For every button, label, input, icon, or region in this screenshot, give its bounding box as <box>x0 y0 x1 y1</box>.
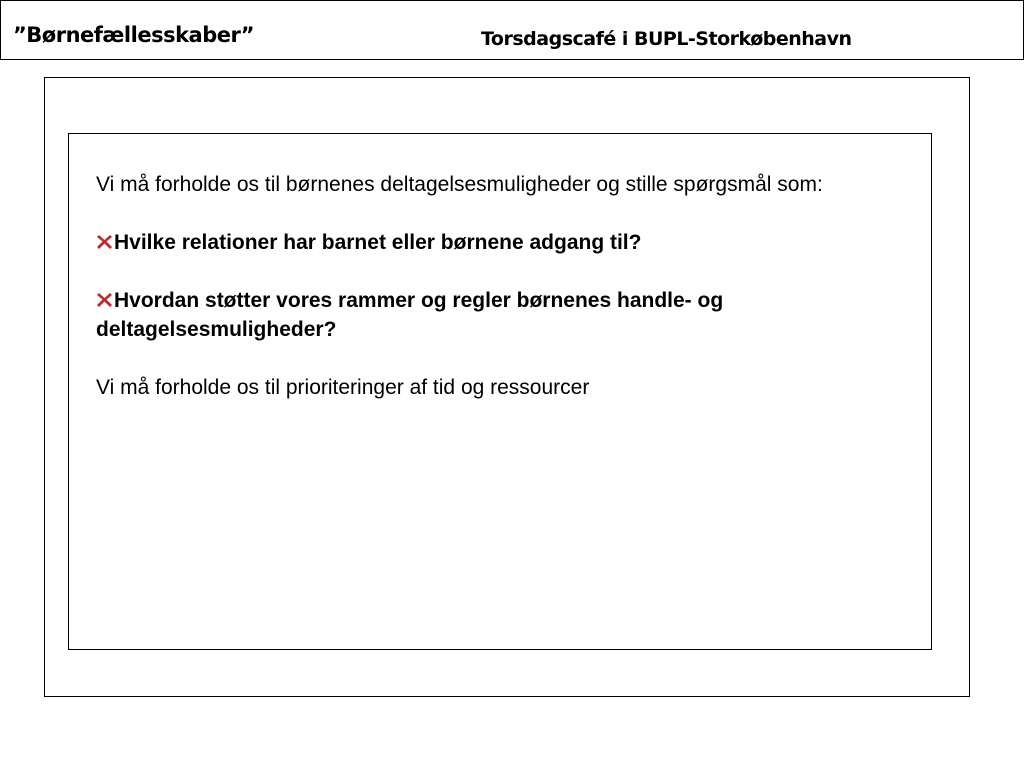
slide-header <box>0 0 1024 60</box>
closing-text: Vi må forholde os til prioriteringer af tid og ressourcer <box>96 376 590 399</box>
slide-subtitle: Torsdagscafé i BUPL-Storkøbenhavn <box>481 28 852 50</box>
bullet-item-relations <box>96 228 896 257</box>
slide-content <box>96 170 896 431</box>
bullet-text: Hvordan støtter vores rammer og regler børnenes handle- og deltagelsesmuligheder? <box>96 289 724 341</box>
red-x-icon <box>96 291 113 308</box>
red-x-icon <box>96 233 113 250</box>
bullet-text: Hvilke relationer har barnet eller børnene adgang til? <box>114 231 642 254</box>
bullet-item-frames <box>96 286 896 344</box>
slide-title: ”Børnefællesskaber” <box>13 23 255 47</box>
intro-text: Vi må forholde os til børnenes deltagelsesmuligheder og stille spørgsmål som: <box>96 173 823 196</box>
